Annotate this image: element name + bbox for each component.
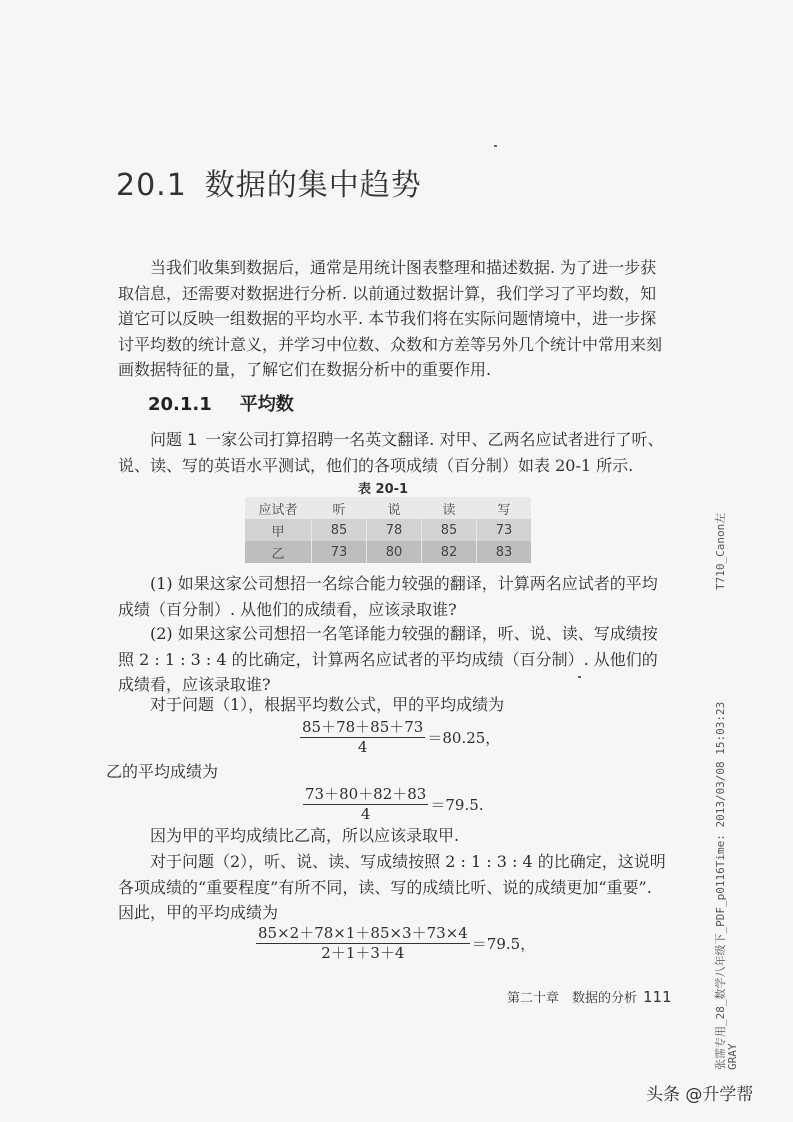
- table-header-cell: 写: [477, 497, 532, 519]
- chapter-number: 20.1: [116, 168, 187, 203]
- scan-speck: [494, 145, 497, 147]
- table-header-cell: 听: [312, 497, 367, 519]
- formula-jia-simple-mean: [300, 718, 500, 756]
- page-number: 111: [643, 988, 672, 1006]
- fraction: [256, 924, 470, 962]
- formula-jia-weighted-mean: [256, 924, 535, 962]
- formula-result: ＝80.25，: [427, 728, 501, 747]
- fraction-numerator: 73＋80＋82＋83: [305, 785, 427, 803]
- intro-paragraph: 当我们收集到数据后，通常是用统计图表整理和描述数据. 为了进一步获取信息，还需要对数据进行分析. 以前通过数据计算，我们学习了平均数，知道它可以反映一组数据的平均水平. 本节我们将在实际问题情境中，进一步探讨平均数的统计意义，并学习中位数、众数和方差等另外几个统计中常用来刻画数据特征的量，了解它们在数据分析中的重要作用.: [118, 258, 663, 379]
- table-cell: 甲: [245, 519, 312, 541]
- table-cell: 83: [477, 541, 532, 563]
- footer-chapter: 第二十章 数据的分析: [507, 991, 638, 1006]
- scan-side-label-top: T710_Canon左: [714, 512, 727, 590]
- fraction: [300, 718, 425, 756]
- table-caption: 表 20-1: [358, 482, 409, 497]
- table-cell: 80: [367, 541, 422, 563]
- conclusion: 因为甲的平均成绩比乙高，所以应该录取甲.: [150, 826, 460, 845]
- question-1: (1) 如果这家公司想招一名综合能力较强的翻译，计算两名应试者的平均成绩（百分制）. 从他们的成绩看，应该录取谁?: [118, 574, 658, 619]
- section-heading: [148, 390, 294, 416]
- problem-label: 问题 1: [150, 430, 198, 449]
- problem-text: 一家公司打算招聘一名英文翻译. 对甲、乙两名应试者进行了听、说、读、写的英语水平测试，他们的各项成绩（百分制）如表 20-1 所示.: [118, 430, 664, 475]
- fraction-denominator: 4: [360, 805, 371, 823]
- table-header-row: [245, 497, 531, 519]
- score-table: [245, 497, 531, 563]
- formula-result: ＝79.5，: [471, 934, 536, 953]
- table-cell: 73: [312, 541, 367, 563]
- table-header-cell: 说: [367, 497, 422, 519]
- answer-1-intro: 对于问题（1），根据平均数公式，甲的平均成绩为: [150, 695, 505, 714]
- page-footer: [507, 987, 672, 1006]
- problem-paragraph: [118, 427, 666, 478]
- fraction-numerator: 85＋78＋85＋73: [302, 718, 424, 736]
- table-cell: 85: [312, 519, 367, 541]
- question-2: (2) 如果这家公司想招一名笔译能力较强的翻译，听、说、读、写成绩按照 2 : 1 : 3 : 4 的比确定，计算两名应试者的平均成绩（百分制）. 从他们的成绩看，应该录取谁?: [118, 624, 658, 694]
- watermark: 头条 @升学帮: [646, 1085, 754, 1105]
- table-cell: 乙: [245, 541, 312, 563]
- formula-yi-simple-mean: [303, 785, 484, 823]
- fraction-denominator: 4: [357, 738, 368, 756]
- table-header-cell: 读: [422, 497, 477, 519]
- scan-side-label-middle: 张霈专用_28_数学八年级下_PDF_p0116Time: 2013/03/08 15:03:23: [714, 701, 727, 1070]
- table-row: [245, 519, 531, 541]
- chapter-title: [116, 160, 422, 204]
- fraction: [303, 785, 428, 823]
- table-cell: 73: [477, 519, 532, 541]
- fraction-numerator: 85×2＋78×1＋85×3＋73×4: [258, 924, 468, 942]
- table-cell: 85: [422, 519, 477, 541]
- section-number: 20.1.1: [148, 394, 212, 415]
- chapter-title-text: 数据的集中趋势: [204, 168, 422, 203]
- fraction-denominator: 2＋1＋3＋4: [321, 944, 405, 962]
- formula-result: ＝79.5.: [430, 795, 484, 814]
- table-cell: 78: [367, 519, 422, 541]
- table-cell: 82: [422, 541, 477, 563]
- table-row: [245, 541, 531, 563]
- scan-side-label-bottom: GRAY: [726, 1043, 739, 1070]
- yi-intro: 乙的平均成绩为: [106, 762, 219, 781]
- answer-2-intro: 对于问题（2），听、说、读、写成绩按照 2 : 1 : 3 : 4 的比确定，这说明各项成绩的“重要程度”有所不同，读、写的成绩比听、说的成绩更加“重要”. 因此，甲的平均成绩为: [118, 852, 666, 922]
- table-header-cell: 应试者: [245, 497, 312, 519]
- section-title: 平均数: [239, 394, 294, 415]
